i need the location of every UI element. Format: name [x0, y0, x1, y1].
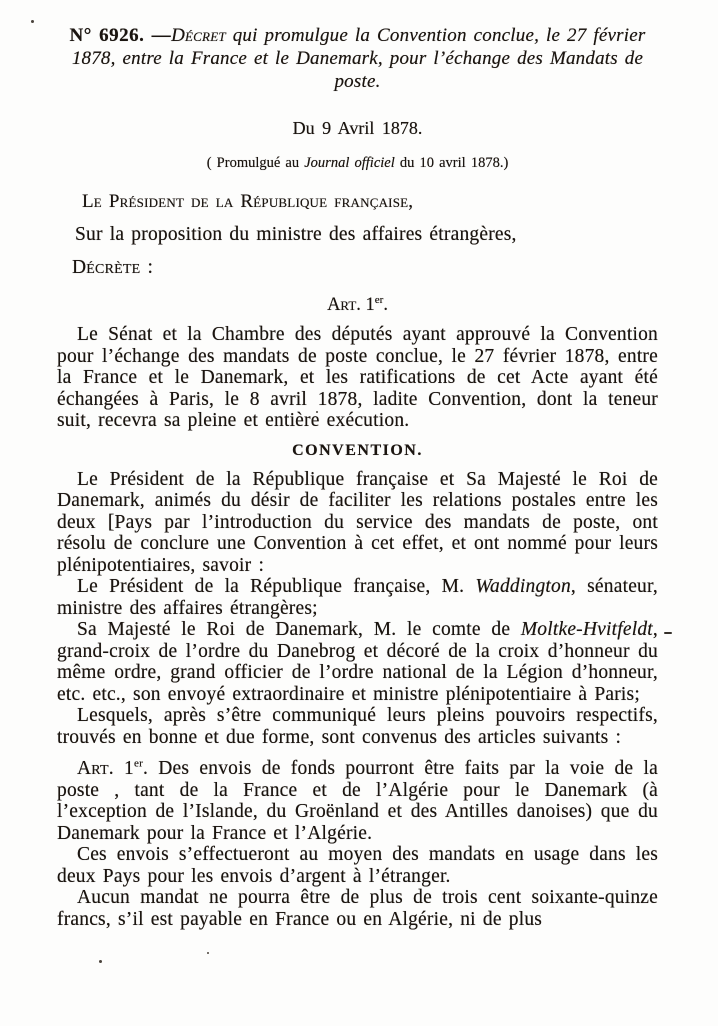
- decree-word: Décret: [171, 25, 226, 46]
- france-paragraph-text: Le Président de la République française, M.: [77, 576, 476, 597]
- article-label: Art.: [327, 295, 361, 315]
- france-paragraph-text-end: , sénateur, ministre des affaires étrangères;: [57, 576, 658, 619]
- article-heading-dot: .: [383, 295, 388, 315]
- scan-speck: [99, 960, 102, 963]
- moltke-hvitfeldt-name: Moltke-Hvitfeldt: [520, 619, 653, 640]
- decree-title: [57, 24, 658, 93]
- article-1-heading: [57, 295, 658, 316]
- convention-heading: CONVENTION.: [292, 441, 423, 459]
- text-column: [57, 0, 658, 930]
- promulgation-prefix: ( Promulgué au: [206, 155, 305, 171]
- decree-body-paragraph: Le Sénat et la Chambre des députés ayant approuvé la Convention pour l’échange des mandats de poste conclue, le 27 février 1878, entre la France et le Danemark, et les ratifications de cet Acte ayant été échangées à Paris, le 8 avril 1878, ladite Convention, dont la teneur suit, recevra sa pleine et entière exécution.: [57, 324, 658, 431]
- president-line: Le Président de la République française,: [82, 191, 414, 212]
- decrete-line: Décrète :: [72, 257, 154, 278]
- waddington-name: Waddington: [475, 576, 571, 597]
- mandats-means-paragraph: Ces envois s’effectueront au moyen des mandats en usage dans les deux Pays pour les envois d’argent à l’étranger.: [57, 844, 658, 887]
- decree-number: N° 6926. —: [69, 25, 172, 46]
- decree-date: Du 9 Avril 1878.: [292, 118, 423, 138]
- convention-intro-paragraph: Le Président de la République française et Sa Majesté le Roi de Danemark, animés du désir de faciliter les relations postales entre les deux [Pays par l’introduction du service des mandats de poste, ont résolu de conclure une Convention à cet effet, et ont nommé pour leurs plénipotentiaires, savoir :: [57, 468, 658, 576]
- article-1-body-text: . Des envois de fonds pourront être faits par la voie de la poste , tant de la France et de l’Algérie pour le Danemark (à l’exception de l’Islande, du Groënland et des Antilles danoises) que du Danemark pour la France et l’Algérie.: [57, 758, 658, 844]
- plenipotentiary-france-paragraph: [57, 576, 658, 619]
- scan-speck: [31, 20, 34, 23]
- article-1-ordinal: er: [134, 757, 143, 770]
- article-1-number: 1: [113, 758, 134, 779]
- ordinal-superscript: er: [374, 293, 384, 306]
- scan-dash-artifact: [664, 632, 672, 634]
- mandat-limit-paragraph: Aucun mandat ne pourra être de plus de trois cent soixante-quinze francs, s’il est payable en France ou en Algérie, ni de plus: [57, 887, 658, 930]
- journal-officiel-name: Journal officiel: [304, 155, 395, 171]
- denmark-paragraph-text: Sa Majesté le Roi de Danemark, M. le comte de: [77, 619, 521, 640]
- plenipotentiary-denmark-paragraph: [57, 619, 658, 705]
- decree-title-text: qui promulgue la Convention conclue, le 27 février 1878, entre la France et le Danemark, pour l’échange des Mandats de poste.: [71, 25, 646, 92]
- promulgation-note: [57, 155, 658, 172]
- proposition-line: Sur la proposition du ministre des affaires étrangères,: [75, 224, 517, 245]
- denmark-paragraph-text-end: , grand-croix de l’ordre du Danebrog et décoré de la croix d’honneur du même ordre, grand officier de l’ordre national de la Légion d’honneur, etc. etc., son envoyé extraordinaire et ministre plénipotentiaire à Paris;: [57, 619, 658, 705]
- promulgation-suffix: du 10 avril 1878.): [394, 155, 509, 171]
- article-1-label: Art.: [77, 758, 114, 779]
- lesquels-paragraph: Lesquels, après s’être communiqué leurs pleins pouvoirs respectifs, trouvés en bonne et due forme, sont convenus des articles suivants :: [57, 705, 658, 748]
- article-1-paragraph: [57, 758, 658, 844]
- scan-speck: [207, 952, 209, 954]
- article-number: 1: [360, 295, 375, 315]
